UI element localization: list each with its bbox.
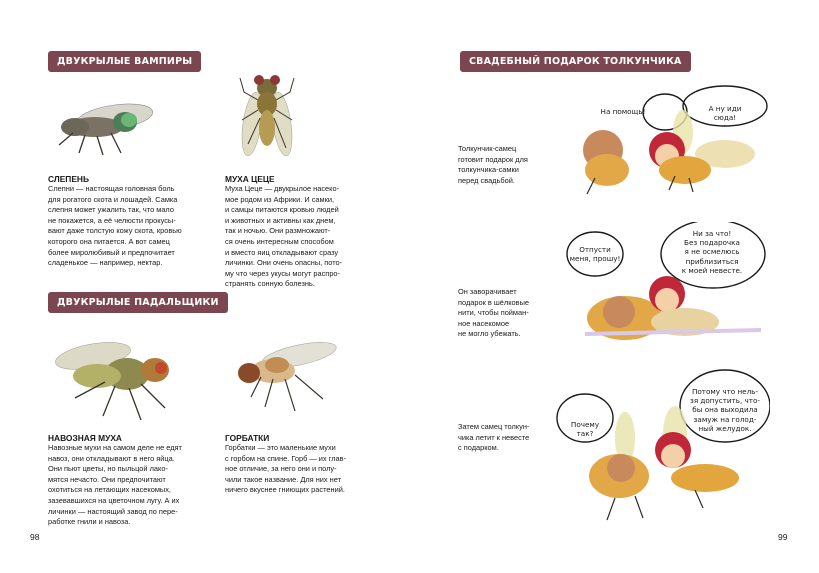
tsetse-line: Муха Цеце — двукрылое насеко- (225, 184, 340, 193)
dungfly-text (48, 443, 182, 528)
caption-1-line: толкунчика-самки (458, 165, 519, 175)
tsetse-line: так и ночью. Они размножают- (225, 226, 331, 236)
caption-2-line: не могло убежать. (458, 329, 521, 339)
caption-3-line: Затем самец толкун- (458, 422, 530, 431)
bubble-line: Почему (570, 420, 600, 429)
tsetse-title: МУХА ЦЕЦЕ (225, 174, 275, 184)
speech-bubble-because (683, 387, 767, 433)
dungfly-line: навоз, они откладывают в него яйца. (48, 453, 175, 463)
tsetse-line: и вместо яиц откладывают сразу (225, 247, 339, 257)
bubble-line: я не осмелюсь (684, 247, 740, 257)
humpback-line: чили такое название. Для них нет (225, 474, 342, 484)
dungfly-line: работке гнили и навоза. (48, 517, 131, 527)
humpback-title: ГОРБАТКИ (225, 433, 270, 443)
caption-3-line: с подарком. (458, 443, 499, 453)
caption-2-line: подарок в шёлковые (458, 297, 529, 307)
horsefly-line: для рогатого скота и лошадей. Самка (48, 194, 178, 204)
horsefly-line: не покажется, а её челюсти прокусы- (48, 215, 176, 225)
dungfly-line: личинки — настоящий завод по пере- (48, 506, 178, 516)
caption-2-line: нити, чтобы пойман- (458, 308, 529, 318)
caption-1-line: перед свадьбой. (458, 175, 515, 185)
caption-2-line: ное насекомое (458, 318, 510, 328)
tsetse-line: и самцы питаются кровью людей (225, 205, 339, 215)
bubble-line: приблизиться (685, 256, 739, 266)
dungfly-line: Они пьют цветы, но пыльцой лако- (48, 464, 168, 474)
horsefly-line: Слепни — настоящая головная боль (48, 184, 175, 193)
bubble-line: бы она выходила (692, 405, 758, 415)
section-tag-vampires: ДВУКРЫЛЫЕ ВАМПИРЫ (48, 51, 201, 72)
speech-bubble-come-here (698, 104, 752, 122)
bubble-line: Отпусти (579, 245, 611, 254)
caption-3 (458, 422, 529, 454)
bubble-line: сюда! (713, 113, 737, 123)
dungfly-line: Навозные мухи на самом деле не едят (48, 443, 182, 452)
caption-2-line: Он заворачивает (458, 287, 517, 296)
bubble-line: замуж на голод- (693, 414, 757, 424)
caption-1 (458, 144, 528, 186)
bubble-line: меня, прошу! (569, 254, 621, 264)
tsetse-line: му что через укусы могут распро- (225, 268, 340, 278)
horsefly-line: вают даже толстую кожу скота, кровью (48, 226, 182, 236)
section-tag-wedding-gift: СВАДЕБНЫЙ ПОДАРОК ТОЛКУНЧИКА (460, 51, 691, 72)
speech-bubble-let-me-go (565, 245, 625, 263)
dungfly-line: зазевавшихся на цветочном лугу. А их (48, 495, 180, 505)
tsetse-line: и животных и активны как днем, (225, 215, 336, 225)
tsetse-line: странять сонную болезнь. (225, 279, 315, 289)
horsefly-illustration (45, 95, 157, 157)
comic-panel-1-art (565, 78, 770, 196)
horsefly-text (48, 184, 182, 269)
horsefly-line: более миролюбивый и предпочитает (48, 247, 175, 257)
tsetse-text (225, 184, 342, 290)
horsefly-line: которого она питается. А вот самец (48, 236, 170, 246)
tsetse-line: мое родом из Африки. И самки, (225, 194, 335, 204)
horsefly-title: СЛЕПЕНЬ (48, 174, 89, 184)
page-number-left: 98 (30, 532, 40, 542)
speech-bubble-no-way (668, 229, 756, 275)
bubble-line: зя допустить, что- (690, 396, 760, 406)
tsetse-line: ся очень интересным способом (225, 236, 334, 246)
caption-3-line: чика летит к невесте (458, 432, 530, 442)
humpback-fly-illustration (233, 335, 343, 415)
bubble-line: Ни за что! (692, 229, 732, 238)
page-number-right: 99 (778, 532, 788, 542)
dungfly-line: мятся нечасто. Они предпочитают (48, 474, 166, 484)
bubble-line: На помощь! (600, 107, 646, 116)
bubble-line: А ну иди (708, 104, 742, 113)
section-tag-scavengers: ДВУКРЫЛЫЕ ПАДАЛЬЩИКИ (48, 292, 228, 313)
humpback-line: ное отличие, за него они и полу- (225, 464, 337, 474)
dungfly-line: охотиться на летающих насекомых, (48, 485, 171, 495)
caption-1-line: Толкунчик-самец (458, 144, 517, 153)
bubble-line: так? (576, 429, 594, 439)
bubble-line: к моей невесте. (681, 265, 743, 275)
humpback-line: ничего вкуснее гниющих растений. (225, 485, 345, 495)
tsetse-illustration (238, 66, 296, 166)
speech-bubble-help (588, 107, 658, 116)
tsetse-line: личинки. Они очень опасны, пото- (225, 258, 343, 268)
humpback-line: с горбом на спине. Горб — их глав- (225, 453, 347, 463)
caption-2 (458, 287, 529, 340)
bubble-line: Потому что нель- (691, 387, 758, 396)
dungfly-title: НАВОЗНАЯ МУХА (48, 433, 122, 443)
speech-bubble-why (560, 420, 610, 438)
bubble-line: ный желудок. (698, 423, 752, 433)
horsefly-line: сладенькое — например, нектар. (48, 258, 163, 268)
humpback-text (225, 443, 346, 496)
caption-1-line: готовит подарок для (458, 154, 528, 164)
humpback-line: Горбатки — это маленькие мухи (225, 443, 336, 452)
horsefly-line: слепня может ужалить так, что мало (48, 205, 174, 215)
bubble-line: Без подарочка (684, 238, 740, 248)
dungfly-illustration (45, 328, 185, 423)
